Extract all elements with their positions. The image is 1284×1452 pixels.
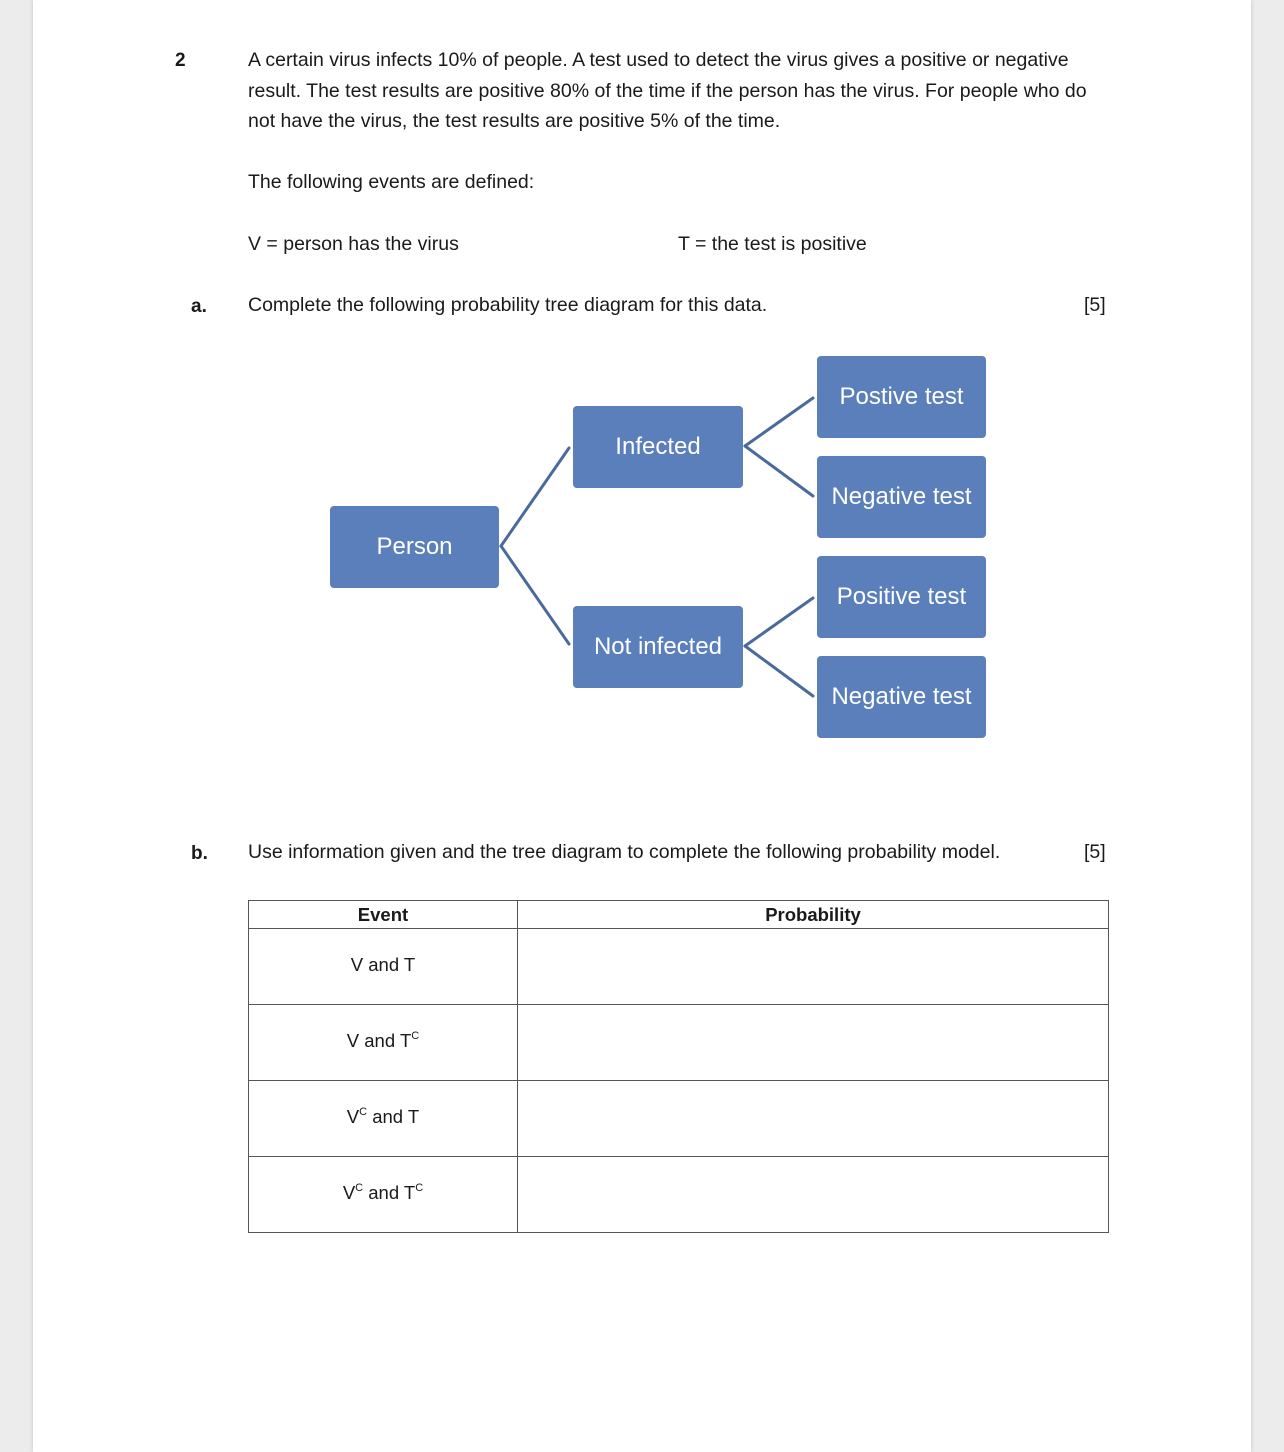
column-header-event: Event xyxy=(249,901,518,929)
tree-node-not-infected: Not infected xyxy=(573,606,743,688)
part-a-instruction: Complete the following probability tree diagram for this data. xyxy=(248,294,768,316)
branch-person-infected xyxy=(501,448,569,546)
probability-cell[interactable] xyxy=(518,1081,1109,1157)
tree-node-person: Person xyxy=(330,506,499,588)
branch-infected-negative xyxy=(745,446,813,496)
table-row xyxy=(249,1005,1109,1081)
branch-infected-positive xyxy=(745,398,813,446)
probability-cell[interactable] xyxy=(518,1157,1109,1233)
table-row xyxy=(249,929,1109,1005)
question-intro: A certain virus infects 10% of people. A test used to detect the virus gives a positive or negative result. The test results are positive 80% of the time if the person has the virus. For people who do not have the virus, the test results are positive 5% of the time. xyxy=(248,49,1087,132)
probability-cell[interactable] xyxy=(518,1005,1109,1081)
table-row xyxy=(249,1157,1109,1233)
part-b-instruction: Use information given and the tree diagram to complete the following probability model. xyxy=(248,841,1001,863)
tree-node-not-infected-negative: Negative test xyxy=(817,656,986,738)
tree-node-not-infected-positive: Positive test xyxy=(817,556,986,638)
branch-not-infected-positive xyxy=(745,598,813,646)
tree-node-infected: Infected xyxy=(573,406,743,488)
table-header-row xyxy=(249,901,1109,929)
part-a-label: a. xyxy=(191,296,207,317)
part-b-label: b. xyxy=(191,843,208,864)
event-t-definition: T = the test is positive xyxy=(678,233,867,255)
event-cell: $V^C$ and T xyxy=(249,1081,518,1157)
part-a-marks: [5] xyxy=(1084,294,1106,316)
tree-node-infected-negative: Negative test xyxy=(817,456,986,538)
event-v-definition: V = person has the virus xyxy=(248,233,459,255)
event-cell: V and T xyxy=(249,929,518,1005)
events-heading: The following events are defined: xyxy=(248,171,535,193)
branch-person-not-infected xyxy=(501,546,569,644)
event-cell: $V^C$ and $T^C$ xyxy=(249,1157,518,1233)
tree-branches xyxy=(33,0,1251,1452)
worksheet-page xyxy=(33,0,1251,1452)
table-row xyxy=(249,1081,1109,1157)
question-number: 2 xyxy=(175,50,186,71)
tree-node-infected-positive: Postive test xyxy=(817,356,986,438)
column-header-probability: Probability xyxy=(518,901,1109,929)
event-cell: V and $T^C$ xyxy=(249,1005,518,1081)
branch-not-infected-negative xyxy=(745,646,813,696)
part-b-marks: [5] xyxy=(1084,841,1106,863)
probability-model-table xyxy=(248,900,1109,1233)
probability-cell[interactable] xyxy=(518,929,1109,1005)
